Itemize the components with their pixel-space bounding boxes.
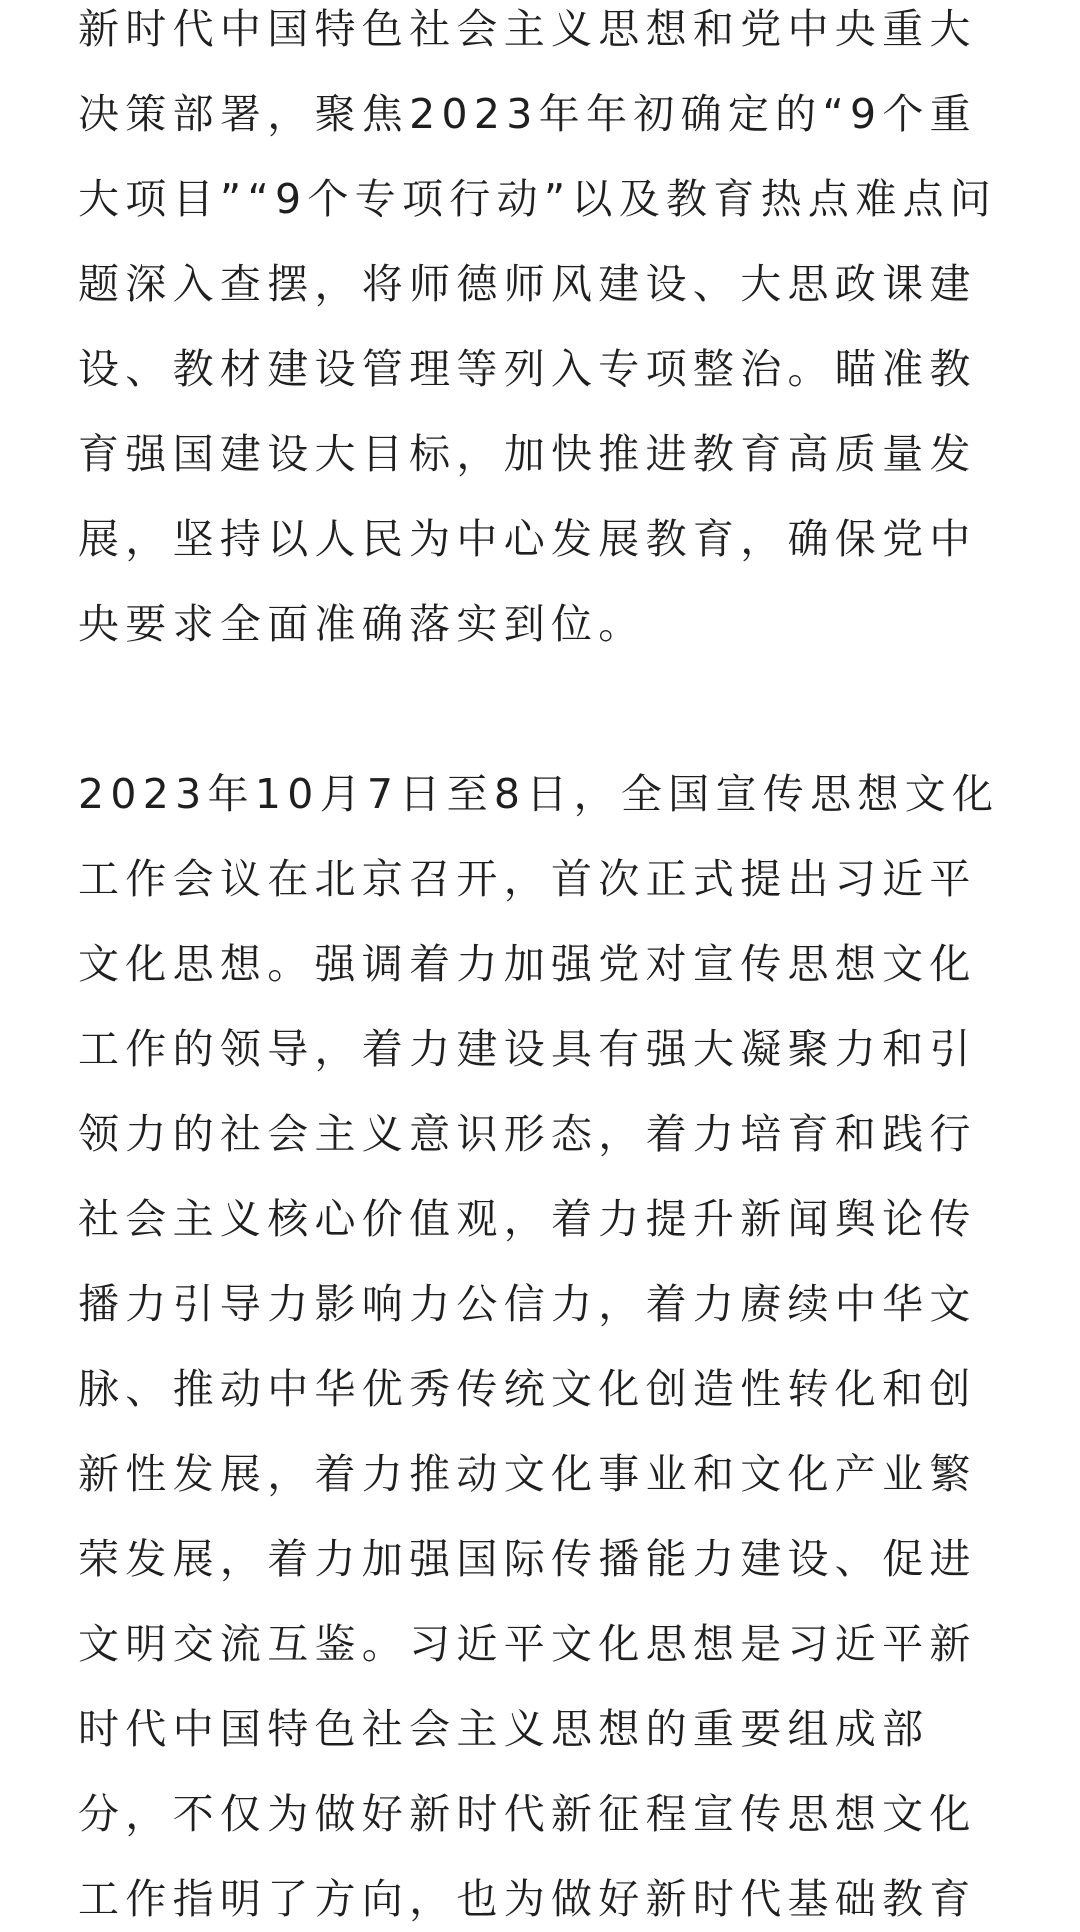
article-body [78, 0, 1002, 1932]
text-line: 2023年10月7日至8日，全国宣传思想文化 [78, 770, 1000, 818]
text-line: 工作会议在北京召开，首次正式提出习近平 [78, 855, 977, 903]
text-line: 工作的领导，着力建设具有强大凝聚力和引 [78, 1025, 977, 1073]
text-line: 展，坚持以人民为中心发展教育，确保党中 [78, 515, 977, 563]
paragraph-2 [78, 752, 1002, 1932]
text-line: 工作指明了方向，也为做好新时代基础教育 [78, 1875, 977, 1923]
text-line: 脉、推动中华优秀传统文化创造性转化和创 [78, 1365, 977, 1413]
text-line: 时代中国特色社会主义思想的重要组成部 [78, 1705, 930, 1753]
text-line: 分，不仅为做好新时代新征程宣传思想文化 [78, 1790, 977, 1838]
text-line: 领力的社会主义意识形态，着力培育和践行 [78, 1110, 977, 1158]
text-line: 文化思想。强调着力加强党对宣传思想文化 [78, 940, 977, 988]
text-line: 文明交流互鉴。习近平文化思想是习近平新 [78, 1620, 977, 1668]
text-line: 大项目”“9个专项行动”以及教育热点难点问 [78, 175, 998, 223]
text-line: 新性发展，着力推动文化事业和文化产业繁 [78, 1450, 977, 1498]
text-line: 新时代中国特色社会主义思想和党中央重大 [78, 5, 977, 53]
text-line: 荣发展，着力加强国际传播能力建设、促进 [78, 1535, 977, 1583]
text-line: 社会主义核心价值观，着力提升新闻舆论传 [78, 1195, 977, 1243]
paragraph-1 [78, 0, 1002, 667]
text-line: 育强国建设大目标，加快推进教育高质量发 [78, 430, 977, 478]
text-line: 播力引导力影响力公信力，着力赓续中华文 [78, 1280, 977, 1328]
text-line: 题深入查摆，将师德师风建设、大思政课建 [78, 260, 977, 308]
text-line: 央要求全面准确落实到位。 [78, 600, 646, 648]
paragraph-spacer [78, 667, 1002, 752]
text-line: 决策部署，聚焦2023年年初确定的“9个重 [78, 90, 977, 138]
text-line: 设、教材建设管理等列入专项整治。瞄准教 [78, 345, 977, 393]
